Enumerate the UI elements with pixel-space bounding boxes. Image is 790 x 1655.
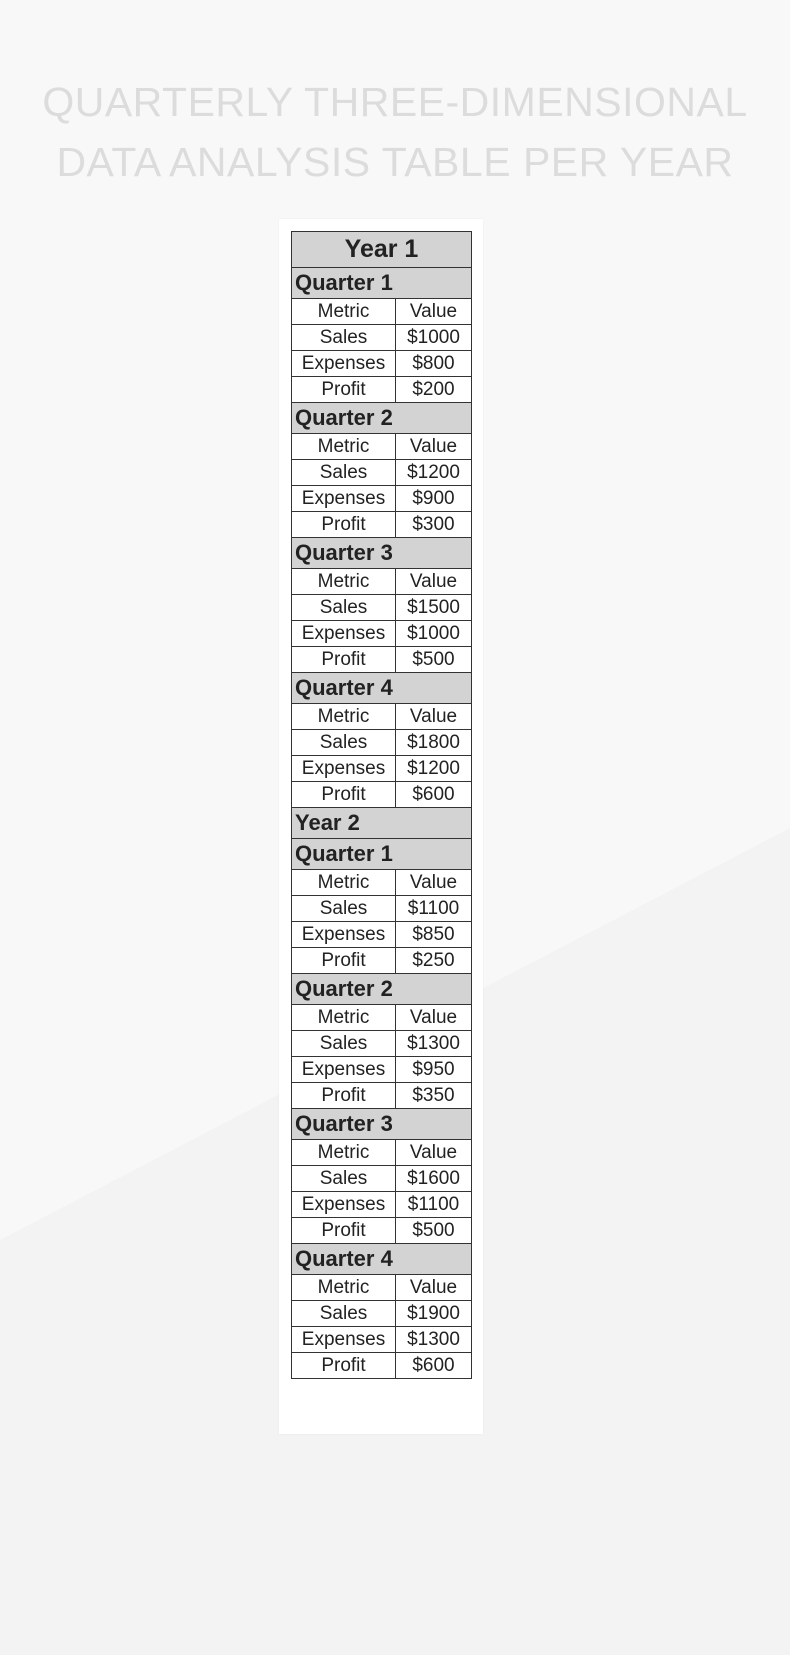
table-row <box>292 621 472 647</box>
value-cell: $1200 <box>396 460 472 486</box>
quarter-label: Quarter 4 <box>292 1244 472 1275</box>
metric-cell: Expenses <box>292 1192 396 1218</box>
quarter-header <box>292 673 472 704</box>
value-header: Value <box>396 299 472 325</box>
table-row <box>292 595 472 621</box>
value-cell: $500 <box>396 647 472 673</box>
quarter-label: Quarter 1 <box>292 268 472 299</box>
table-row <box>292 1327 472 1353</box>
year-header <box>292 232 472 268</box>
quarter-label: Quarter 1 <box>292 839 472 870</box>
metric-cell: Sales <box>292 595 396 621</box>
metric-header: Metric <box>292 704 396 730</box>
table-row <box>292 782 472 808</box>
value-cell: $850 <box>396 922 472 948</box>
value-header: Value <box>396 870 472 896</box>
metric-header: Metric <box>292 1275 396 1301</box>
value-cell: $350 <box>396 1083 472 1109</box>
value-cell: $1600 <box>396 1166 472 1192</box>
table-row <box>292 1353 472 1379</box>
metric-cell: Profit <box>292 1083 396 1109</box>
metric-cell: Expenses <box>292 922 396 948</box>
table-row <box>292 730 472 756</box>
value-cell: $1900 <box>396 1301 472 1327</box>
data-table <box>291 231 472 1379</box>
quarter-header <box>292 403 472 434</box>
value-cell: $300 <box>396 512 472 538</box>
value-cell: $1500 <box>396 595 472 621</box>
table-header-row <box>292 569 472 595</box>
metric-cell: Profit <box>292 377 396 403</box>
table-row <box>292 1083 472 1109</box>
value-cell: $1100 <box>396 1192 472 1218</box>
quarter-label: Quarter 3 <box>292 538 472 569</box>
table-row <box>292 922 472 948</box>
table-row <box>292 351 472 377</box>
table-row <box>292 1192 472 1218</box>
value-cell: $800 <box>396 351 472 377</box>
quarter-header <box>292 1244 472 1275</box>
metric-cell: Profit <box>292 1353 396 1379</box>
value-cell: $500 <box>396 1218 472 1244</box>
table-row <box>292 512 472 538</box>
table-header-row <box>292 1275 472 1301</box>
value-cell: $1200 <box>396 756 472 782</box>
value-cell: $1800 <box>396 730 472 756</box>
quarter-label: Quarter 3 <box>292 1109 472 1140</box>
value-header: Value <box>396 1275 472 1301</box>
value-cell: $900 <box>396 486 472 512</box>
table-header-row <box>292 704 472 730</box>
table-row <box>292 325 472 351</box>
metric-cell: Expenses <box>292 1057 396 1083</box>
year-label: Year 2 <box>292 808 472 839</box>
metric-cell: Expenses <box>292 621 396 647</box>
table-header-row <box>292 1140 472 1166</box>
value-header: Value <box>396 434 472 460</box>
table-row <box>292 896 472 922</box>
metric-cell: Expenses <box>292 756 396 782</box>
quarter-label: Quarter 2 <box>292 403 472 434</box>
metric-header: Metric <box>292 569 396 595</box>
value-cell: $950 <box>396 1057 472 1083</box>
quarter-label: Quarter 4 <box>292 673 472 704</box>
quarter-header <box>292 839 472 870</box>
metric-cell: Profit <box>292 647 396 673</box>
metric-cell: Sales <box>292 1301 396 1327</box>
table-row <box>292 486 472 512</box>
quarter-header <box>292 974 472 1005</box>
table-row <box>292 377 472 403</box>
title-line-1: QUARTERLY THREE-DIMENSIONAL <box>42 79 748 125</box>
metric-header: Metric <box>292 1140 396 1166</box>
metric-cell: Expenses <box>292 486 396 512</box>
value-header: Value <box>396 569 472 595</box>
table-header-row <box>292 870 472 896</box>
value-cell: $1300 <box>396 1031 472 1057</box>
metric-cell: Profit <box>292 512 396 538</box>
table-row <box>292 756 472 782</box>
table-header-row <box>292 434 472 460</box>
table-row <box>292 1301 472 1327</box>
metric-cell: Sales <box>292 1166 396 1192</box>
table-row <box>292 647 472 673</box>
value-cell: $1300 <box>396 1327 472 1353</box>
year-header <box>292 808 472 839</box>
value-cell: $200 <box>396 377 472 403</box>
value-header: Value <box>396 1140 472 1166</box>
metric-cell: Sales <box>292 1031 396 1057</box>
metric-cell: Sales <box>292 325 396 351</box>
metric-cell: Sales <box>292 460 396 486</box>
metric-cell: Sales <box>292 730 396 756</box>
year-label: Year 1 <box>292 232 472 268</box>
table-row <box>292 1057 472 1083</box>
quarter-header <box>292 268 472 299</box>
metric-cell: Expenses <box>292 1327 396 1353</box>
table-row <box>292 1218 472 1244</box>
value-cell: $1000 <box>396 621 472 647</box>
metric-cell: Profit <box>292 782 396 808</box>
metric-cell: Profit <box>292 1218 396 1244</box>
table-header-row <box>292 299 472 325</box>
quarter-header <box>292 1109 472 1140</box>
value-header: Value <box>396 1005 472 1031</box>
quarter-header <box>292 538 472 569</box>
metric-cell: Sales <box>292 896 396 922</box>
metric-header: Metric <box>292 1005 396 1031</box>
table-row <box>292 460 472 486</box>
value-cell: $1000 <box>396 325 472 351</box>
value-cell: $600 <box>396 782 472 808</box>
metric-header: Metric <box>292 870 396 896</box>
metric-header: Metric <box>292 299 396 325</box>
metric-cell: Expenses <box>292 351 396 377</box>
page-title <box>0 72 790 192</box>
metric-cell: Profit <box>292 948 396 974</box>
value-cell: $600 <box>396 1353 472 1379</box>
value-header: Value <box>396 704 472 730</box>
quarter-label: Quarter 2 <box>292 974 472 1005</box>
table-row <box>292 1166 472 1192</box>
table-row <box>292 948 472 974</box>
value-cell: $250 <box>396 948 472 974</box>
metric-header: Metric <box>292 434 396 460</box>
table-row <box>292 1031 472 1057</box>
value-cell: $1100 <box>396 896 472 922</box>
title-line-2: DATA ANALYSIS TABLE PER YEAR <box>56 139 734 185</box>
table-header-row <box>292 1005 472 1031</box>
